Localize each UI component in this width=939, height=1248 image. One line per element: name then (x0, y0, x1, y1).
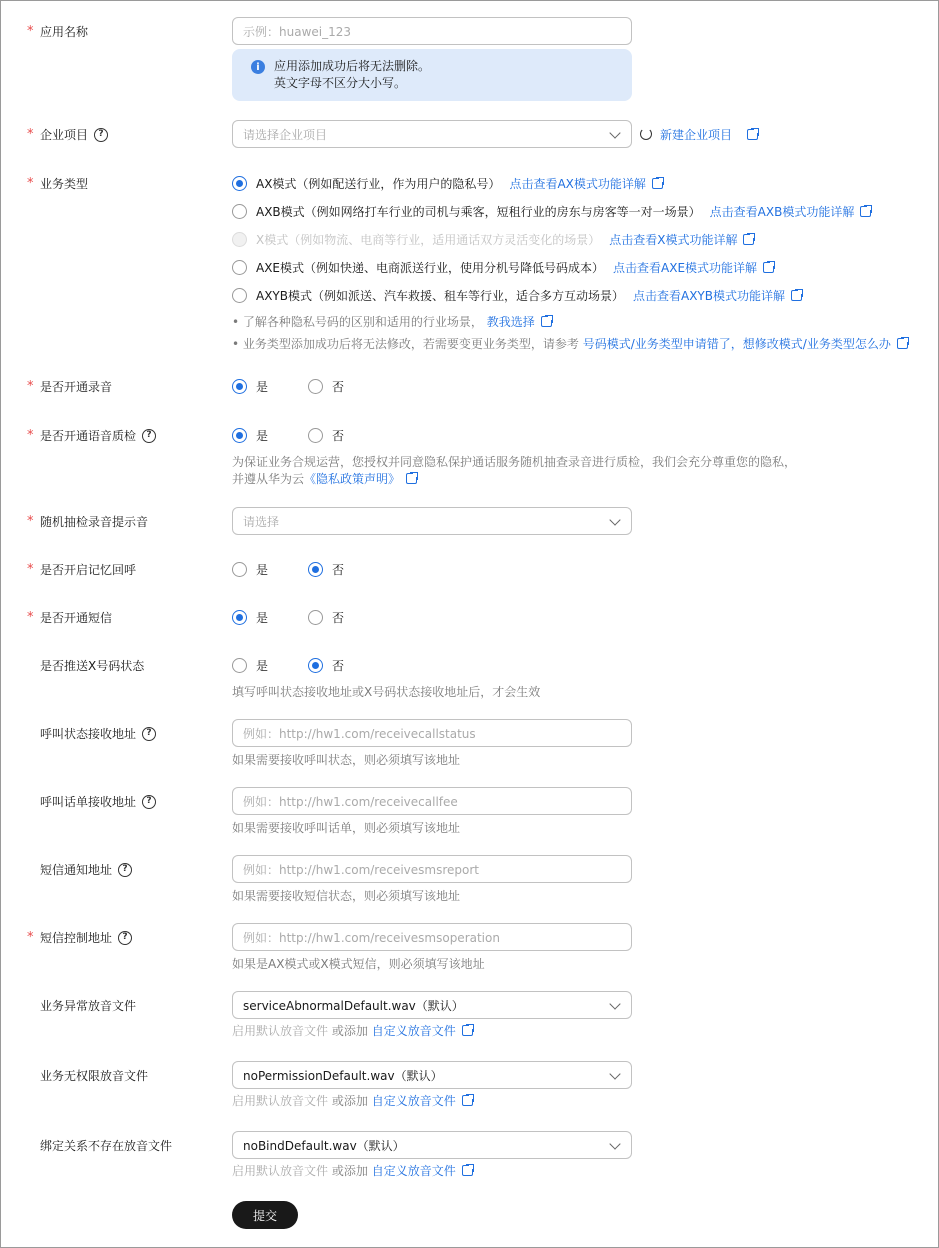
push-x-status-note: 填写呼叫状态接收地址或X号码状态接收地址后，才会生效 (232, 685, 541, 699)
mode-detail-link[interactable]: 点击查看X模式功能详解 (609, 233, 738, 247)
mode-detail-link[interactable]: 点击查看AXYB模式功能详解 (633, 289, 785, 303)
help-icon[interactable]: ? (118, 863, 132, 877)
random-prompt-label: 随机抽检录音提示音 (40, 515, 149, 529)
radio-button[interactable] (232, 658, 247, 673)
audio-note: 启用默认放音文件 或添加 自定义放音文件 (232, 1163, 473, 1179)
radio-option-yes[interactable] (232, 561, 268, 578)
radio-button[interactable] (232, 610, 247, 625)
teach-me-link[interactable]: 教我选择 (486, 315, 535, 329)
required-mark: * (27, 514, 34, 529)
audio-note: 启用默认放音文件 或添加 自定义放音文件 (232, 1093, 473, 1109)
app-name-input[interactable]: 示例：huawei_123 (232, 17, 632, 45)
radio-option-no[interactable] (308, 657, 344, 674)
external-link-icon (860, 206, 871, 217)
new-enterprise-link[interactable]: 新建企业项目 (660, 126, 758, 143)
refresh-icon[interactable] (640, 128, 652, 140)
radio-option-no[interactable] (308, 561, 344, 578)
radio-button[interactable] (308, 658, 323, 673)
radio-label: 否 (332, 611, 345, 625)
audio-nobind-label: 绑定关系不存在放音文件 (40, 1139, 173, 1153)
custom-audio-link[interactable]: 自定义放音文件 (371, 1094, 456, 1108)
external-link-icon (743, 234, 754, 245)
audio-noperm-select[interactable]: noPermissionDefault.wav（默认） (232, 1061, 632, 1089)
audio-abnormal-label: 业务异常放音文件 (40, 999, 137, 1013)
mode-detail-link[interactable]: 点击查看AX模式功能详解 (509, 177, 646, 191)
call-fee-url-label: 呼叫话单接收地址 ? (40, 793, 156, 810)
help-icon[interactable]: ? (142, 795, 156, 809)
mode-detail-link[interactable]: 点击查看AXB模式功能详解 (709, 205, 855, 219)
radio-button[interactable] (308, 428, 323, 443)
radio-option-yes[interactable] (232, 657, 268, 674)
chevron-down-icon (609, 514, 620, 525)
radio-label: 是 (256, 429, 269, 443)
external-link-icon (652, 178, 663, 189)
sms-control-url-label: 短信控制地址 ? (40, 929, 132, 946)
external-link-icon (462, 1165, 473, 1176)
radio-button (232, 232, 247, 247)
enterprise-label: 企业项目 ? (40, 126, 108, 143)
option-text: AXB模式（例如网络打车行业的司机与乘客，短租行业的房东与房客等一对一场景） (256, 205, 701, 219)
radio-label: 是 (256, 659, 269, 673)
chevron-down-icon (609, 1138, 620, 1149)
call-fee-url-input[interactable]: 例如：http://hw1.com/receivecallfee (232, 787, 632, 815)
option-text: AX模式（例如配送行业，作为用户的隐私号） (256, 177, 501, 191)
mode-detail-link[interactable]: 点击查看AXE模式功能详解 (613, 261, 758, 275)
chevron-down-icon (609, 1068, 620, 1079)
modify-mode-link[interactable]: 号码模式/业务类型申请错了，想修改模式/业务类型怎么办 (582, 337, 891, 351)
business-type-note-2: • 业务类型添加成功后将无法修改，若需要变更业务类型，请参考 号码模式/业务类型申请错了，想修改模式/业务类型怎么办 (232, 336, 908, 352)
business-type-label: 业务类型 (40, 177, 89, 191)
push-x-status-label: 是否推送X号码状态 (40, 659, 145, 673)
radio-label: 是 (256, 380, 269, 394)
option-text: AXE模式（例如快递、电商派送行业，使用分机号降低号码成本） (256, 261, 605, 275)
external-link-icon (791, 290, 802, 301)
call-status-url-input[interactable]: 例如：http://hw1.com/receivecallstatus (232, 719, 632, 747)
radio-button[interactable] (232, 562, 247, 577)
custom-audio-link[interactable]: 自定义放音文件 (371, 1024, 456, 1038)
radio-label: 否 (332, 380, 345, 394)
tip-line-1: 应用添加成功后将无法删除。 (274, 59, 431, 73)
required-mark: * (27, 379, 34, 394)
submit-button[interactable]: 提交 (232, 1201, 298, 1229)
business-type-option[interactable] (232, 287, 802, 304)
audio-nobind-select[interactable]: noBindDefault.wav（默认） (232, 1131, 632, 1159)
business-type-note-1: • 了解各种隐私号码的区别和适用的行业场景， 教我选择 (232, 314, 552, 330)
business-type-option[interactable] (232, 203, 871, 220)
audio-abnormal-select[interactable]: serviceAbnormalDefault.wav（默认） (232, 991, 632, 1019)
voice-qc-label: 是否开通语音质检 ? (40, 427, 156, 444)
business-type-option[interactable] (232, 175, 663, 192)
required-mark: * (27, 428, 34, 443)
required-mark: * (27, 176, 34, 191)
recording-label: 是否开通录音 (40, 380, 113, 394)
radio-button[interactable] (232, 204, 247, 219)
memory-callback-label: 是否开启记忆回呼 (40, 563, 137, 577)
sms-label: 是否开通短信 (40, 611, 113, 625)
radio-button[interactable] (308, 610, 323, 625)
app-name-tip (232, 49, 632, 101)
chevron-down-icon (609, 127, 620, 138)
external-link-icon (747, 129, 758, 140)
radio-label: 否 (332, 563, 345, 577)
external-link-icon (406, 473, 417, 484)
voice-qc-note-2: 并遵从华为云《隐私政策声明》 (232, 471, 417, 487)
radio-label: 是 (256, 611, 269, 625)
help-icon[interactable]: ? (118, 931, 132, 945)
required-mark: * (27, 127, 34, 142)
radio-button[interactable] (232, 176, 247, 191)
audio-note: 启用默认放音文件 或添加 自定义放音文件 (232, 1023, 473, 1039)
sms-report-url-label: 短信通知地址 ? (40, 861, 132, 878)
external-link-icon (462, 1095, 473, 1106)
required-mark: * (27, 562, 34, 577)
help-icon[interactable]: ? (94, 128, 108, 142)
radio-button[interactable] (232, 379, 247, 394)
radio-option-no[interactable] (308, 378, 344, 395)
tip-line-2: 英文字母不区分大小写。 (274, 76, 407, 90)
required-mark: * (27, 930, 34, 945)
required-mark: * (27, 610, 34, 625)
voice-qc-note-1: 为保证业务合规运营，您授权并同意隐私保护通话服务随机抽查录音进行质检，我们会充分尊重您的隐私， (232, 455, 797, 469)
radio-option-yes[interactable] (232, 427, 268, 444)
radio-label: 否 (332, 429, 345, 443)
external-link-icon (462, 1025, 473, 1036)
app-name-label: 应用名称 (40, 25, 89, 39)
privacy-policy-link[interactable]: 《隐私政策声明》 (304, 472, 401, 486)
radio-option-no[interactable] (308, 609, 344, 626)
sms-control-url-note: 如果是AX模式或X模式短信，则必须填写该地址 (232, 957, 485, 971)
audio-noperm-label: 业务无权限放音文件 (40, 1069, 149, 1083)
external-link-icon (897, 338, 908, 349)
chevron-down-icon (609, 998, 620, 1009)
radio-label: 否 (332, 659, 345, 673)
radio-button[interactable] (308, 379, 323, 394)
radio-button[interactable] (308, 562, 323, 577)
radio-button[interactable] (232, 288, 247, 303)
radio-label: 是 (256, 563, 269, 577)
info-icon: i (251, 60, 265, 74)
call-status-url-note: 如果需要接收呼叫状态，则必须填写该地址 (232, 753, 461, 767)
random-prompt-select[interactable]: 请选择 (232, 507, 632, 535)
radio-option-yes[interactable] (232, 609, 268, 626)
external-link-icon (763, 262, 774, 273)
business-type-option[interactable] (232, 259, 774, 276)
business-type-option (232, 231, 754, 248)
help-icon[interactable]: ? (142, 429, 156, 443)
option-text: X模式（例如物流、电商等行业，适用通话双方灵活变化的场景） (256, 233, 601, 247)
required-mark: * (27, 24, 34, 39)
enterprise-select[interactable]: 请选择企业项目 (232, 120, 632, 148)
radio-button[interactable] (232, 260, 247, 275)
radio-button[interactable] (232, 428, 247, 443)
call-status-url-label: 呼叫状态接收地址 ? (40, 725, 156, 742)
option-text: AXYB模式（例如派送、汽车救援、租车等行业，适合多方互动场景） (256, 289, 624, 303)
radio-option-yes[interactable] (232, 378, 268, 395)
sms-report-url-input[interactable]: 例如：http://hw1.com/receivesmsreport (232, 855, 632, 883)
sms-control-url-input[interactable]: 例如：http://hw1.com/receivesmsoperation (232, 923, 632, 951)
help-icon[interactable]: ? (142, 727, 156, 741)
external-link-icon (541, 316, 552, 327)
custom-audio-link[interactable]: 自定义放音文件 (371, 1164, 456, 1178)
sms-report-url-note: 如果需要接收短信状态，则必须填写该地址 (232, 889, 461, 903)
call-fee-url-note: 如果需要接收呼叫话单，则必须填写该地址 (232, 821, 461, 835)
radio-option-no[interactable] (308, 427, 344, 444)
